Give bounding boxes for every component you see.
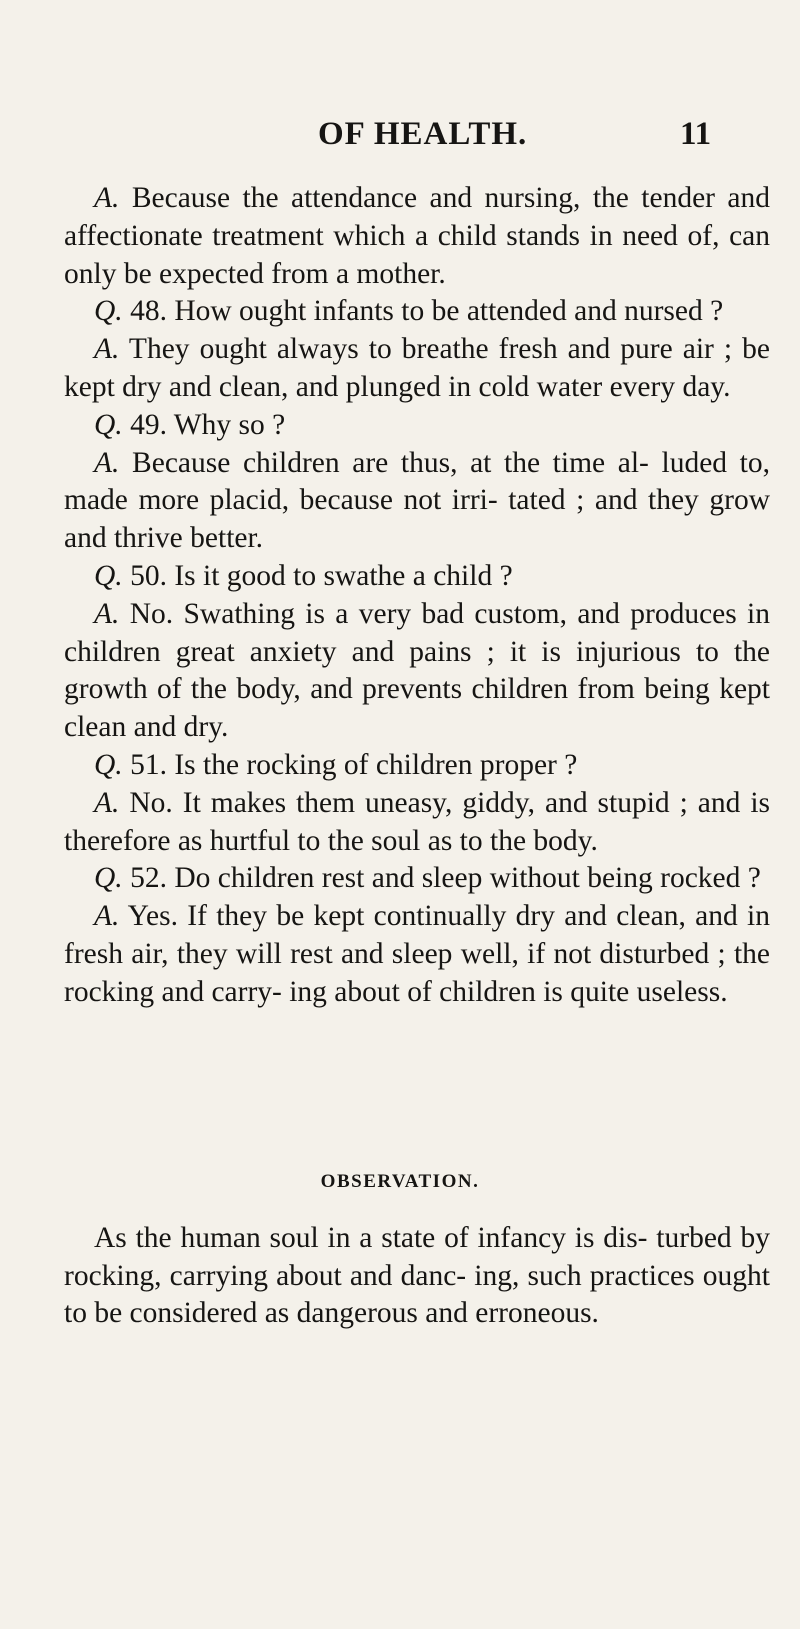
running-title: OF HEALTH.: [318, 116, 528, 152]
question-label: Q.: [94, 559, 123, 592]
observation-heading: OBSERVATION.: [320, 1171, 480, 1192]
paragraph-answer-50: [64, 596, 770, 747]
paragraph-question-49: [64, 407, 770, 445]
answer-label: A.: [94, 786, 120, 819]
question-label: Q.: [94, 408, 123, 441]
paragraph-text: No. It makes them uneasy, giddy, and stupid ; and is therefore as hurtful to the soul as to the body.: [64, 786, 771, 857]
paragraph-text: 52. Do children rest and sleep without being rocked ?: [130, 862, 761, 895]
paragraph-text: 51. Is the rocking of children proper ?: [130, 748, 578, 781]
page-header: [0, 116, 800, 156]
answer-label: A.: [94, 446, 120, 479]
question-label: Q.: [94, 748, 123, 781]
paragraph-answer-49: [64, 445, 770, 558]
page-number: 11: [680, 116, 712, 152]
paragraph-text: 48. How ought infants to be attended and nursed ?: [130, 295, 724, 328]
paragraph-answer-52: [64, 898, 770, 1011]
paragraph-text: Yes. If they be kept continually dry and clean, and in fresh air, they will rest and sleep well, if not disturbed ; the rocking and carry- ing about of children is quite useless.: [64, 900, 771, 1008]
answer-label: A.: [94, 597, 120, 630]
paragraph-question-51: [64, 747, 770, 785]
paragraph-text: 49. Why so ?: [130, 408, 286, 441]
answer-label: A.: [94, 333, 120, 366]
answer-label: A.: [94, 900, 120, 933]
qa-text: [64, 180, 770, 1012]
paragraph-question-50: [64, 558, 770, 596]
question-label: Q.: [94, 295, 123, 328]
paragraph-text: Because children are thus, at the time al- luded to, made more placid, because not irri- tated ; and they grow and thrive better.: [64, 446, 771, 555]
question-label: Q.: [94, 862, 123, 895]
paragraph-text: No. Swathing is a very bad custom, and produces in children great anxiety and pains ; it is injurious to the growth of the body, and prevents children from being kept clean and dry.: [64, 597, 771, 744]
paragraph-text: They ought always to breathe fresh and pure air ; be kept dry and clean, and plunged in cold water every day.: [64, 333, 770, 403]
observation-paragraph: As the human soul in a state of infancy is dis- turbed by rocking, carrying about and danc- ing, such practices ought to be considered as dangerous and erroneous.: [64, 1222, 770, 1330]
paragraph-answer-48: [64, 331, 770, 407]
observation-section: [64, 1220, 770, 1333]
paragraph-answer-1: [64, 180, 770, 293]
paragraph-question-52: [64, 860, 770, 898]
paragraph-text: Because the attendance and nursing, the tender and affectionate treatment which a child stands in need of, can only be expected from a mother.: [64, 182, 770, 290]
answer-label: A.: [94, 182, 120, 214]
paragraph-text: 50. Is it good to swathe a child ?: [130, 559, 513, 592]
paragraph-answer-51: [64, 785, 770, 861]
paragraph-question-48: [64, 293, 770, 331]
